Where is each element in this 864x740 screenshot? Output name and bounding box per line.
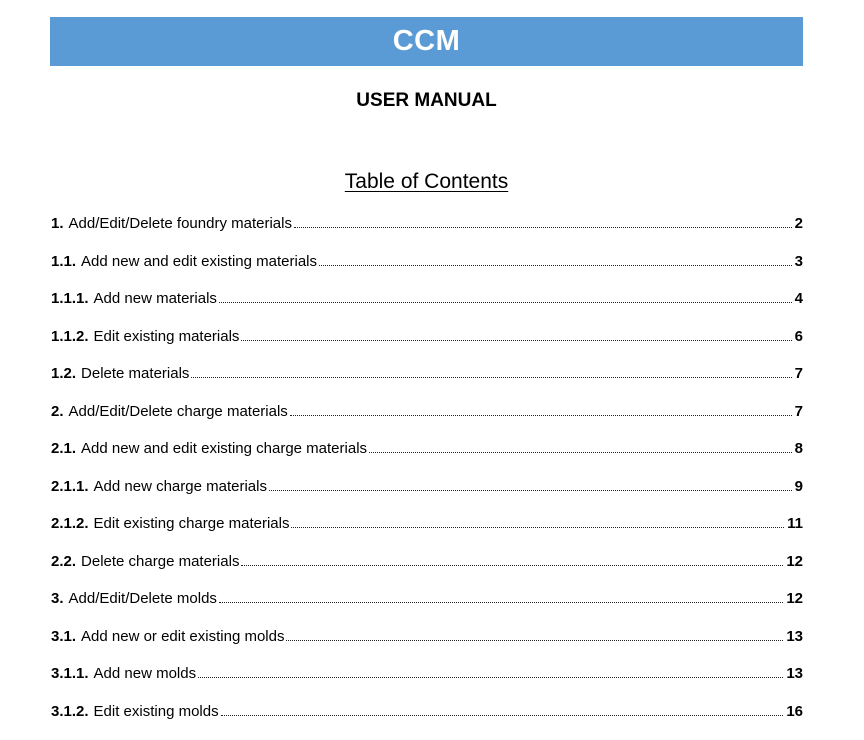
toc-entry-number: 1.1.2.: [51, 328, 89, 345]
toc-entry-title: Edit existing molds: [94, 703, 219, 720]
toc-entry-title: Add/Edit/Delete charge materials: [69, 403, 288, 420]
toc-entry-page: 2: [795, 215, 803, 232]
toc-entry[interactable]: [51, 403, 803, 441]
toc-entry[interactable]: [51, 215, 803, 253]
toc-entry-page: 13: [786, 665, 803, 682]
toc-entry-page: 12: [786, 590, 803, 607]
toc-entry-page: 4: [795, 290, 803, 307]
toc-entry-number: 2.1.2.: [51, 515, 89, 532]
toc-dot-leader: [286, 639, 783, 641]
toc-entry-number: 1.2.: [51, 365, 76, 382]
toc-dot-leader: [290, 414, 792, 416]
toc-entry[interactable]: [51, 478, 803, 516]
toc-entry-page: 9: [795, 478, 803, 495]
toc-entry[interactable]: [51, 703, 803, 740]
toc-entry[interactable]: [51, 628, 803, 666]
toc-entry-number: 3.1.2.: [51, 703, 89, 720]
toc-entry-number: 2.1.1.: [51, 478, 89, 495]
toc-entry[interactable]: [51, 253, 803, 291]
toc-entry-title: Add/Edit/Delete foundry materials: [69, 215, 292, 232]
toc-heading: Table of Contents: [50, 170, 803, 194]
toc-entry-page: 8: [795, 440, 803, 457]
toc-entry-number: 3.: [51, 590, 64, 607]
toc-entry-page: 16: [786, 703, 803, 720]
table-of-contents: [51, 215, 803, 740]
document-title: CCM: [393, 25, 461, 58]
toc-dot-leader: [294, 226, 792, 228]
document-subtitle: USER MANUAL: [50, 90, 803, 112]
toc-entry-number: 2.1.: [51, 440, 76, 457]
toc-entry-title: Edit existing charge materials: [94, 515, 290, 532]
toc-dot-leader: [291, 526, 784, 528]
toc-entry-title: Edit existing materials: [94, 328, 240, 345]
toc-entry-title: Add new or edit existing molds: [81, 628, 284, 645]
toc-entry-number: 2.2.: [51, 553, 76, 570]
toc-entry[interactable]: [51, 515, 803, 553]
toc-entry-number: 2.: [51, 403, 64, 420]
toc-entry[interactable]: [51, 590, 803, 628]
toc-entry-number: 3.1.: [51, 628, 76, 645]
toc-entry[interactable]: [51, 440, 803, 478]
toc-entry-title: Add new molds: [94, 665, 197, 682]
toc-entry-page: 13: [786, 628, 803, 645]
toc-dot-leader: [221, 714, 784, 716]
toc-dot-leader: [241, 339, 791, 341]
toc-entry-number: 1.1.: [51, 253, 76, 270]
toc-dot-leader: [219, 601, 783, 603]
toc-entry-title: Add/Edit/Delete molds: [69, 590, 217, 607]
toc-entry[interactable]: [51, 553, 803, 591]
toc-entry-page: 3: [795, 253, 803, 270]
toc-entry[interactable]: [51, 328, 803, 366]
toc-dot-leader: [269, 489, 792, 491]
toc-entry-page: 7: [795, 365, 803, 382]
toc-entry-number: 1.1.1.: [51, 290, 89, 307]
toc-entry-title: Add new and edit existing materials: [81, 253, 317, 270]
toc-dot-leader: [241, 564, 783, 566]
toc-dot-leader: [319, 264, 792, 266]
toc-entry-title: Add new and edit existing charge materials: [81, 440, 367, 457]
toc-entry-title: Delete materials: [81, 365, 189, 382]
toc-entry-page: 7: [795, 403, 803, 420]
toc-entry-page: 6: [795, 328, 803, 345]
toc-entry[interactable]: [51, 365, 803, 403]
toc-dot-leader: [219, 301, 792, 303]
title-banner: [50, 17, 803, 66]
toc-entry-title: Add new materials: [94, 290, 217, 307]
toc-entry-title: Add new charge materials: [94, 478, 267, 495]
toc-entry[interactable]: [51, 290, 803, 328]
toc-dot-leader: [369, 451, 792, 453]
toc-dot-leader: [198, 676, 783, 678]
toc-dot-leader: [191, 376, 791, 378]
toc-entry[interactable]: [51, 665, 803, 703]
toc-entry-page: 11: [787, 515, 803, 532]
toc-entry-number: 1.: [51, 215, 64, 232]
toc-entry-title: Delete charge materials: [81, 553, 239, 570]
toc-entry-number: 3.1.1.: [51, 665, 89, 682]
toc-entry-page: 12: [786, 553, 803, 570]
